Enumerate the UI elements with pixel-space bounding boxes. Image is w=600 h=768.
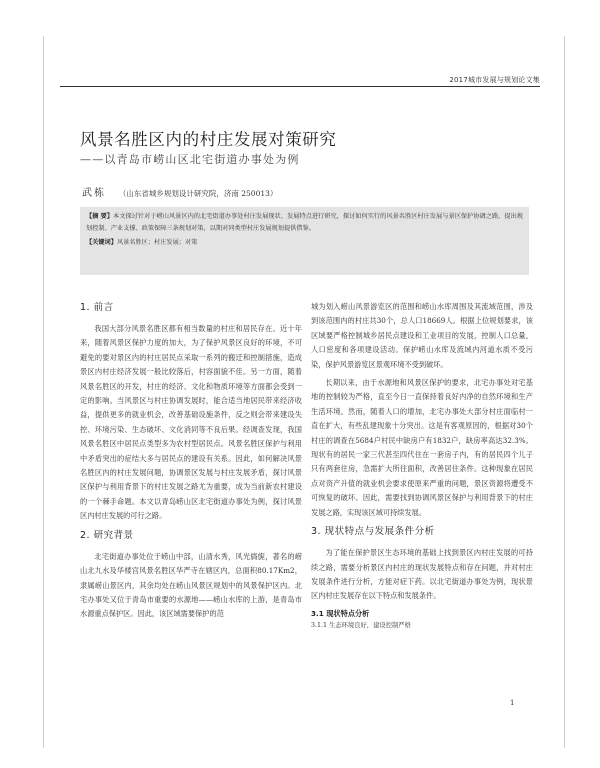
- abstract-paragraph: [86, 211, 523, 234]
- right-column: [311, 300, 533, 632]
- paragraph-background-2: 长期以来，由于水源地和风景区保护的要求，北宅办事处对宅基地的控制较为严格，直至今日一直保持着良好内净的自然环境和生产生活环境。然而，随着人口的增加，北宅办事处大部分村庄面临村一直在扩大，有些乱建现象十分突出。这是有客观原因的，根据对30个村庄的调查在5684户村民中缺房户有1832户，缺房率高达32.3%。现状有的居民一家三代甚至四代住在一套房子内，有的居民四个儿子只有两套住房，急需扩大所住面积，改善居住条件。这种现象在居民点对资产升值的就业机会要求使原来严重的问题，景区资源将遭受不可恢复的破坏。因此，需要找到协调风景区保护与利用背景下的村庄发展之路，实现该区域可持续发展。: [311, 378, 533, 517]
- left-column: [80, 300, 302, 626]
- abstract-label: 【摘 要】: [86, 213, 114, 220]
- section-heading-introduction: 1. 前言: [80, 302, 114, 313]
- author-line: [82, 184, 277, 199]
- running-head: 2017城市发展与规划论文集: [449, 76, 540, 84]
- paragraph-background-continued: 城为划入崂山风景游览区的范围和崂山水库周围及其流域范围，涉及到该范围内的村庄共30个，总人口18669人。根据上位规划要求，该区域要严格控制城乡居民点建设和工业项目的发展，控制人口总量，人口密度和各项建设活动。保护崂山水库及流域内河道水质不受污染，保护风景游览区景观环境不受到破坏。: [311, 302, 533, 369]
- paragraph-analysis: 为了能在保护景区生态环境的基础上找到景区内村庄发展的可持续之路，需要分析景区内村庄的现状发展特点和存在问题，并对村庄发展条件进行分析，方能对症下药。以北宅街道办事处为例，现状景区内村庄发展存在以下特点和发展条件。: [311, 548, 533, 601]
- page-number: 1: [510, 699, 515, 707]
- author-name: 武栋: [82, 188, 106, 199]
- subsection-heading-3-1-1: 3.1.1 生态环境良好，建设控制严格: [311, 621, 411, 629]
- paragraph-background: 北宅街道办事处位于崂山中部，山清水秀，风光旖旎，著名的崂山北九水及华楼宫风景名胜区华严寺在辖区内，总面积80.17Km2，隶属崂山景区内，其余均处在崂山风景区规划中的风景保护区内。北宅办事处又位于青岛市重要的水源地——崂山水库的上游，是青岛市水源重点保护区。因此，该区域需要保护的范: [80, 551, 302, 619]
- paper-subtitle: ——以青岛市崂山区北宅街道办事处为例: [80, 153, 300, 166]
- section-heading-background: 2. 研究背景: [80, 529, 134, 541]
- keywords-label: 【关键词】: [86, 239, 117, 246]
- keywords-paragraph: [86, 237, 523, 249]
- abstract-box: [80, 207, 529, 275]
- paragraph-introduction: 我国大部分风景名胜区都有相当数量的村庄和居民存在。近十年来，随着风景区保护力度的加大，为了保护风景区良好的环境，不可避免的要对景区内的村庄居民点采取一系列的搬迁和控制措施，造成景区内村庄经济发展一般比较落后，村容面貌不佳。另一方面，随着风景名胜区的开发，村庄的经济、文化和物质环境等方面都会受到一定的影响。当风景区与村庄协调发展时，能合适当地居民带来经济收益，提供更多的就业机会，改善基础设施条件，反之则会带来建设失控、环境污染、生态破坏、文化消同等不良后果。经调查发现，我国风景名胜区中居民点类型多为农村型居民点。风景名胜区保护与利用中矛盾突出的症结大多与居民点的建设有关系。因此，如何解决风景名胜区内的村庄发展问题，协调景区发展与村庄发展矛盾，探讨风景区保护与利用背景下的村庄发展之路尤为重要，成为当前新农村建设的一个棘手命题。本文以青岛崂山区北宅街道办事处为例，探讨风景区内村庄发展的可行之路。: [80, 324, 302, 521]
- keywords-text: 风景名胜区；村庄发展；对策: [116, 239, 198, 246]
- section-heading-analysis: 3. 现状特点与发展条件分析: [311, 526, 435, 538]
- header-rule: [60, 86, 540, 87]
- subsection-heading-3-1: 3.1 现状特点分析: [311, 608, 370, 618]
- author-affiliation: （山东省城乡规划设计研究院，济南 250013）: [118, 189, 278, 198]
- abstract-text: 本文探讨针对于崂山风景区内的北宅街道办事处村庄发展现状、发展特点进行研究，探讨如何实行的风景名胜区村庄发展与景区保护协调之路，提出规划控制、产业支撑、政策保障三条规划对策，以期对同类型村庄发展规划提供借鉴。: [86, 213, 523, 232]
- paper-title: 风景名胜区内的村庄发展对策研究: [80, 130, 337, 149]
